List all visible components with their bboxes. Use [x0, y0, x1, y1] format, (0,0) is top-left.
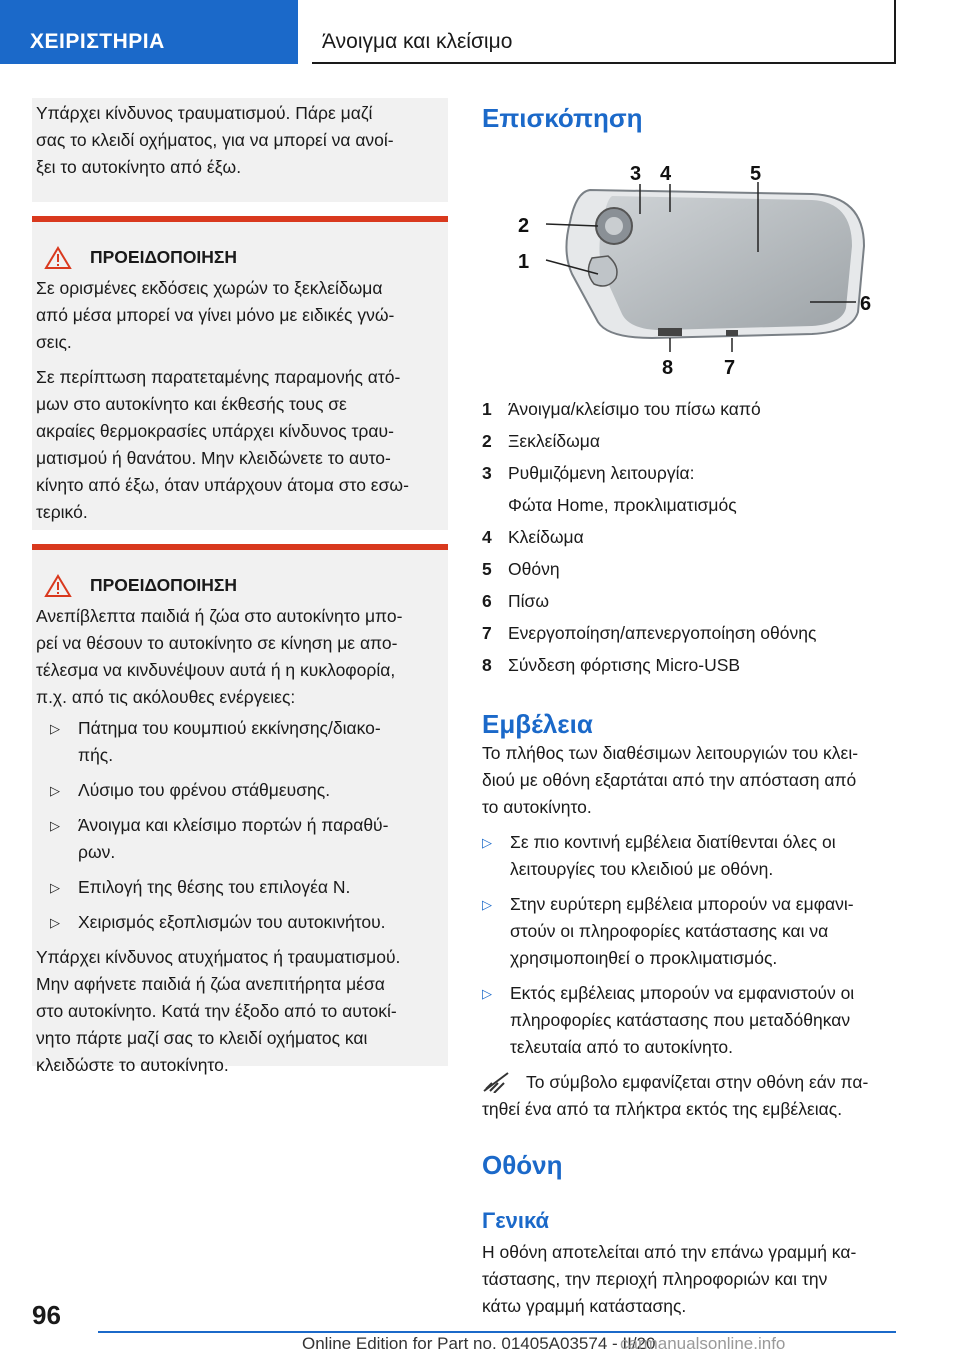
- text-line: Ανεπίβλεπτα παιδιά ή ζώα στο αυτοκίνητο μπο-: [36, 606, 403, 626]
- general-heading: Γενικά: [482, 1208, 550, 1233]
- text-line: στούν οι πληροφορίες κατάστασης και να: [510, 921, 829, 941]
- text-line: κίνητο από έξω, όταν υπάρχουν άτομα στο εσω-: [36, 475, 409, 495]
- legend-num: 1: [482, 399, 492, 419]
- warning-title-text: ΠΡΟΕΙΔΟΠΟΙΗΣΗ: [90, 247, 238, 267]
- edition-text: Online Edition for Part no. 01405A03574 - II/20: [302, 1334, 656, 1353]
- text-line: Άνοιγμα και κλείσιμο πορτών ή παραθύ-: [78, 815, 389, 835]
- list-item: [36, 715, 436, 769]
- figure-label-4: 4: [660, 163, 672, 185]
- legend-row: [482, 652, 902, 684]
- text-line: Σε ορισμένες εκδόσεις χωρών το ξεκλείδωμα: [36, 278, 383, 298]
- triangle-bullet-icon: ▷: [482, 986, 492, 1001]
- warning-title-text: ΠΡΟΕΙΔΟΠΟΙΗΣΗ: [90, 575, 238, 595]
- range-intro: [482, 740, 902, 821]
- figure-label-3: 3: [630, 163, 642, 185]
- legend-row: [482, 396, 902, 428]
- warning-triangle-icon: [44, 574, 72, 598]
- general-text: [482, 1239, 902, 1320]
- legend-text: Άνοιγμα/κλείσιμο του πίσω καπό: [508, 399, 761, 419]
- figure-label-7: 7: [724, 357, 736, 379]
- legend-text: Σύνδεση φόρτισης Micro-USB: [508, 655, 741, 675]
- figure-label-8: 8: [662, 357, 674, 379]
- text-line: τέλεσμα να κινδυνέψουν αυτά ή η κυκλοφορία,: [36, 660, 396, 680]
- text-line: κάτω γραμμή κατάστασης.: [482, 1296, 687, 1316]
- right-column: [482, 98, 902, 1320]
- intro-line: Υπάρχει κίνδυνος τραυματισμού. Πάρε μαζί: [36, 103, 373, 123]
- legend-num: 8: [482, 655, 492, 675]
- text-line: ρεί να θέσουν το αυτοκίνητο σε κίνηση με απο-: [36, 633, 398, 653]
- figure-label-1: 1: [518, 251, 530, 273]
- left-column: [32, 98, 448, 1080]
- legend-num: 3: [482, 463, 492, 483]
- text-line: χρησιμοποιηθεί ο προκλιματισμός.: [510, 948, 778, 968]
- action-list: [36, 715, 436, 936]
- legend-text: Ρυθμιζόμενη λειτουργία:: [508, 463, 695, 483]
- warning-triangle-icon: [44, 246, 72, 270]
- text-line: κλειδώστε το αυτοκίνητο.: [36, 1055, 229, 1075]
- triangle-bullet-icon: ▷: [50, 721, 60, 736]
- warning-paragraph: [36, 275, 436, 356]
- text-line: πής.: [78, 745, 114, 765]
- list-item: [482, 829, 902, 883]
- text-line: σεις.: [36, 332, 72, 352]
- legend-row: [482, 428, 902, 460]
- list-item: [36, 909, 436, 936]
- text-line: από μέσα μπορεί να γίνει μόνο με ειδικές γνώ-: [36, 305, 395, 325]
- text-line: π.χ. από τις ακόλουθες ενέργειες:: [36, 687, 296, 707]
- legend-num: 6: [482, 591, 492, 611]
- legend-row: [482, 524, 902, 556]
- key-figure: [512, 162, 892, 384]
- text-line: Λύσιμο του φρένου στάθμευσης.: [78, 780, 331, 800]
- warning-paragraph: [36, 364, 436, 526]
- list-item: [36, 812, 436, 866]
- text-line: λειτουργίες του κλειδιού με οθόνη.: [510, 859, 774, 879]
- overview-heading: Επισκόπηση: [482, 103, 643, 133]
- text-line: Μην αφήνετε παιδιά ή ζώα ανεπιτήρητα μέσα: [36, 974, 385, 994]
- warning-title: [36, 244, 436, 271]
- section-tab: ΧΕΙΡΙΣΤΗΡΙΑ: [0, 0, 298, 64]
- text-line: διού με οθόνη εξαρτάται από την απόσταση από: [482, 770, 857, 790]
- list-item: [36, 874, 436, 901]
- warning-title: [36, 572, 436, 599]
- display-key-illustration: [512, 162, 892, 384]
- page-number: 96: [32, 1300, 61, 1330]
- text-line: τερικό.: [36, 502, 88, 522]
- figure-label-2: 2: [518, 215, 530, 237]
- legend-subtext: Φώτα Home, προκλιματισμός: [508, 495, 737, 515]
- text-line: πληροφορίες κατάστασης που μεταδόθηκαν: [510, 1010, 851, 1030]
- text-line: μων στο αυτοκίνητο και έκθεσής τους σε: [36, 394, 347, 414]
- triangle-bullet-icon: ▷: [50, 818, 60, 833]
- triangle-bullet-icon: ▷: [482, 835, 492, 850]
- legend-row: [482, 460, 902, 492]
- out-of-range-signal-icon: [482, 1071, 512, 1093]
- watermark: carmanualsonline.info: [620, 1334, 786, 1353]
- intro-box: [32, 98, 448, 202]
- legend-text: Κλείδωμα: [508, 527, 584, 547]
- legend-num: 2: [482, 431, 492, 451]
- text-line: ακραίες θερμοκρασίες υπάρχει κίνδυνος τραυ-: [36, 421, 394, 441]
- legend-text: Οθόνη: [508, 559, 560, 579]
- warning-paragraph: [36, 944, 436, 1079]
- range-note: [482, 1069, 902, 1123]
- text-line: Σε περίπτωση παρατεταμένης παραμονής ατό-: [36, 367, 401, 387]
- text-line: νητο πάρτε μαζί σας το κλειδί οχήματος και: [36, 1028, 368, 1048]
- list-item: [482, 891, 902, 972]
- legend-row: [482, 556, 902, 588]
- text-line: Το πλήθος των διαθέσιμων λειτουργιών του κλει-: [482, 743, 859, 763]
- legend-num: 7: [482, 623, 492, 643]
- text-line: ρων.: [78, 842, 116, 862]
- intro-line: ξει το αυτοκίνητο από έξω.: [36, 157, 242, 177]
- legend-text: Πίσω: [508, 591, 549, 611]
- text-line: Στην ευρύτερη εμβέλεια μπορούν να εμφανι-: [510, 894, 854, 914]
- figure-label-6: 6: [860, 293, 872, 315]
- figure-legend: [482, 396, 902, 684]
- text-line: Το σύμβολο εμφανίζεται στην οθόνη εάν πα-: [526, 1072, 869, 1092]
- legend-num: 5: [482, 559, 492, 579]
- text-line: Χειρισμός εξοπλισμών του αυτοκινήτου.: [78, 912, 386, 932]
- legend-text: Ενεργοποίηση/απενεργοποίηση οθόνης: [508, 623, 817, 643]
- legend-row: [482, 588, 902, 620]
- triangle-bullet-icon: ▷: [50, 915, 60, 930]
- footer-divider: [98, 1331, 896, 1333]
- legend-text: Ξεκλείδωμα: [508, 431, 600, 451]
- text-line: Υπάρχει κίνδυνος ατυχήματος ή τραυματισμού.: [36, 947, 401, 967]
- display-heading: Οθόνη: [482, 1150, 563, 1180]
- legend-row: [482, 620, 902, 652]
- warning-box-2: [32, 544, 448, 1075]
- text-line: τάστασης, την περιοχή πληροφοριών και την: [482, 1269, 828, 1289]
- warning-paragraph: [36, 603, 436, 711]
- range-heading: Εμβέλεια: [482, 709, 593, 739]
- triangle-bullet-icon: ▷: [50, 783, 60, 798]
- text-line: το αυτοκίνητο.: [482, 797, 592, 817]
- text-line: Σε πιο κοντινή εμβέλεια διατίθενται όλες οι: [510, 832, 836, 852]
- triangle-bullet-icon: ▷: [50, 880, 60, 895]
- text-line: τηθεί ένα από τα πλήκτρα εκτός της εμβέλειας.: [482, 1099, 843, 1119]
- triangle-bullet-icon: ▷: [482, 897, 492, 912]
- text-line: στο αυτοκίνητο. Κατά την έξοδο από το αυτοκί-: [36, 1001, 397, 1021]
- text-line: Εκτός εμβέλειας μπορούν να εμφανιστούν οι: [510, 983, 855, 1003]
- warning-box-1: [32, 216, 448, 530]
- list-item: [482, 980, 902, 1061]
- legend-num: 4: [482, 527, 492, 547]
- intro-line: σας το κλειδί οχήματος, για να μπορεί να ανοί-: [36, 130, 394, 150]
- range-list: [482, 829, 902, 1061]
- text-line: ματισμού ή θανάτου. Μην κλειδώνετε το αυτο-: [36, 448, 391, 468]
- text-line: Επιλογή της θέσης του επιλογέα N.: [78, 877, 351, 897]
- figure-label-5: 5: [750, 163, 762, 185]
- text-line: Η οθόνη αποτελείται από την επάνω γραμμή κα-: [482, 1242, 857, 1262]
- chapter-title: Άνοιγμα και κλείσιμο: [312, 0, 896, 64]
- list-item: [36, 777, 436, 804]
- text-line: Πάτημα του κουμπιού εκκίνησης/διακο-: [78, 718, 381, 738]
- text-line: τελευταία από το αυτοκίνητο.: [510, 1037, 733, 1057]
